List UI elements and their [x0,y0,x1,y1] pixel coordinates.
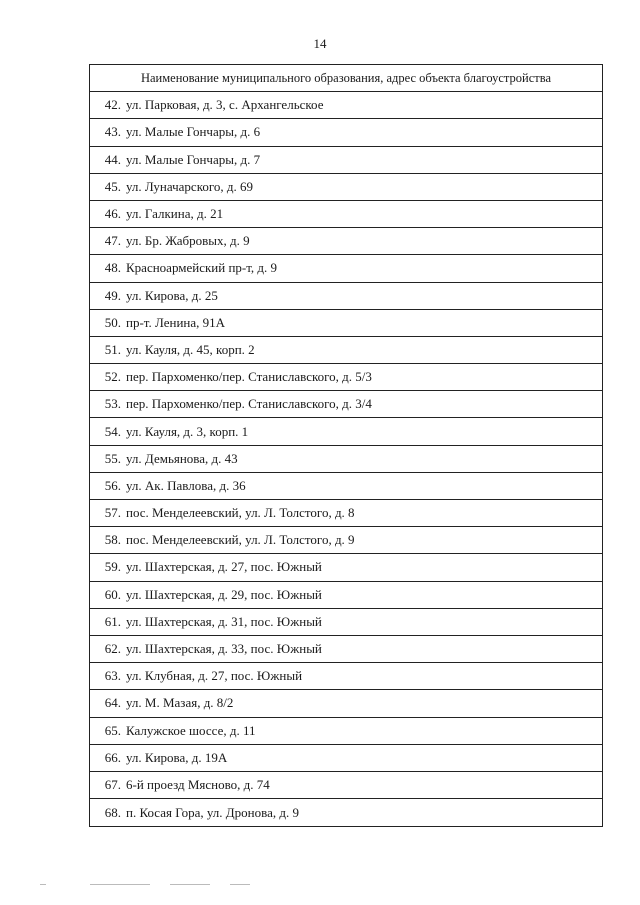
table-row [90,337,602,364]
table-row [90,636,602,663]
table-row [90,283,602,310]
row-address: ул. Малые Гончары, д. 6 [126,124,261,140]
row-address: ул. Шахтерская, д. 31, пос. Южный [126,613,322,629]
table-row [90,527,602,554]
table-header [90,65,602,92]
row-number: 65. [104,722,121,738]
table-row [90,92,602,119]
row-number: 57. [104,505,121,521]
table-row [90,418,602,445]
table-row [90,582,602,609]
row-address: ул. Кауля, д. 3, корп. 1 [126,423,249,439]
row-address: ул. Бр. Жабровых, д. 9 [126,233,250,249]
row-number: 46. [104,206,121,222]
row-number: 68. [104,804,121,820]
row-number: 55. [104,450,121,466]
row-number: 53. [104,396,121,412]
row-address: Красноармейский пр-т, д. 9 [126,260,278,276]
row-number: 51. [104,341,121,357]
row-address: ул. Парковая, д. 3, с. Архангельское [126,97,324,113]
row-number: 56. [104,477,121,493]
table-row [90,364,602,391]
row-number: 59. [104,559,121,575]
table-header-text: Наименование муниципального образования, адрес объекта благоустройства [140,70,552,85]
table-row [90,609,602,636]
row-number: 58. [104,532,121,548]
row-address: Калужское шоссе, д. 11 [126,722,256,738]
table-row [90,772,602,799]
row-address: 6-й проезд Мясново, д. 74 [126,776,270,792]
row-address: пер. Пархоменко/пер. Станиславского, д. 5/3 [126,369,372,385]
row-number: 54. [104,423,121,439]
row-address: ул. Ак. Павлова, д. 36 [126,477,246,493]
row-address: пер. Пархоменко/пер. Станиславского, д. 3/4 [126,396,372,412]
row-address: ул. Галкина, д. 21 [126,206,224,222]
table-row [90,310,602,337]
row-number: 43. [104,124,121,140]
table-row [90,663,602,690]
table-row [90,147,602,174]
row-address: ул. Шахтерская, д. 29, пос. Южный [126,586,322,602]
row-number: 66. [104,749,121,765]
row-number: 47. [104,233,121,249]
row-number: 67. [104,776,121,792]
table-row [90,799,602,826]
row-address: пос. Менделеевский, ул. Л. Толстого, д. 8 [126,505,355,521]
row-number: 52. [104,369,121,385]
row-address: ул. Кирова, д. 25 [126,287,218,303]
scan-artifacts [40,884,600,890]
row-address: пос. Менделеевский, ул. Л. Толстого, д. 9 [126,532,355,548]
row-address: ул. Шахтерская, д. 33, пос. Южный [126,641,322,657]
row-address: ул. Кауля, д. 45, корп. 2 [126,341,255,357]
row-number: 48. [104,260,121,276]
row-number: 50. [104,314,121,330]
page-number: 14 [313,36,327,51]
row-number: 60. [104,586,121,602]
row-number: 61. [104,613,121,629]
row-number: 49. [104,287,121,303]
row-address: ул. Кирова, д. 19А [126,749,228,765]
table-row [90,201,602,228]
table-row [90,174,602,201]
table-row [90,718,602,745]
table-row [90,228,602,255]
table-row [90,473,602,500]
row-address: ул. Шахтерская, д. 27, пос. Южный [126,559,322,575]
table-row [90,745,602,772]
table-row [90,690,602,717]
row-address: ул. Малые Гончары, д. 7 [126,151,261,167]
table-row [90,554,602,581]
table-row [90,500,602,527]
row-number: 44. [104,151,121,167]
row-number: 42. [104,97,121,113]
row-address: ул. М. Мазая, д. 8/2 [126,695,234,711]
row-address: пр-т. Ленина, 91А [126,314,226,330]
row-number: 64. [104,695,121,711]
addresses-table [89,64,603,827]
table-body [90,92,602,826]
table-row [90,391,602,418]
row-number: 45. [104,178,121,194]
row-address: ул. Демьянова, д. 43 [126,450,238,466]
row-number: 63. [104,668,121,684]
row-address: ул. Луначарского, д. 69 [126,178,253,194]
table-row [90,255,602,282]
row-address: п. Косая Гора, ул. Дронова, д. 9 [126,804,299,820]
table-row [90,119,602,146]
table-row [90,446,602,473]
row-number: 62. [104,641,121,657]
row-address: ул. Клубная, д. 27, пос. Южный [126,668,303,684]
